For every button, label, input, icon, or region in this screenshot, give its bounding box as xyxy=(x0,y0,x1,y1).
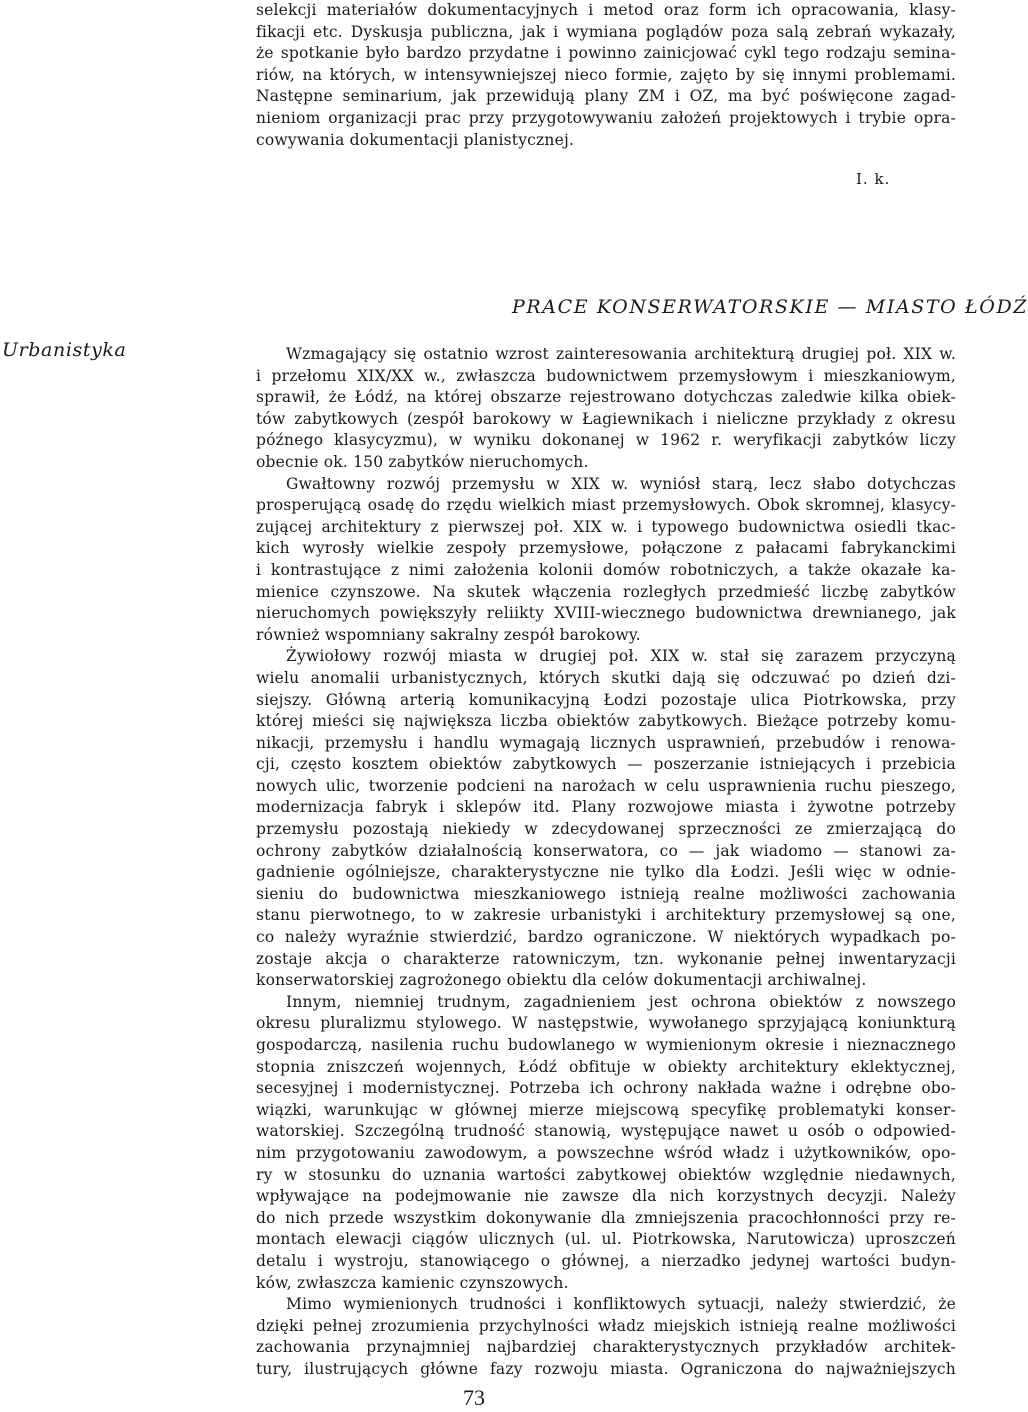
text-line: stopnia zniszczeń wojennych, Łódź obfituje w obiekty architektury eklektycznej, xyxy=(256,1057,956,1076)
text-line: zostaje akcja o charakterze ratowniczym, tzn. wykonanie pełnej inwentaryzacji xyxy=(256,949,956,968)
text-line: Gwałtowny rozwój przemysłu w XIX w. wyniósł starą, lecz słabo dotychczas xyxy=(286,474,956,493)
text-line: detalu i wystroju, stanowiącego o głównej, a nierzadko jedynej wartości budyn- xyxy=(256,1251,956,1270)
text-line: do nich przede wszystkim dokonywanie dla zmniejszenia pracochłonności przy re- xyxy=(256,1208,956,1227)
text-line: zachowania przynajmniej najbardziej charakterystycznych przykładów architek- xyxy=(256,1338,956,1357)
intro-paragraph xyxy=(256,0,956,151)
text-line: ry w stosunku do uznania wartości zabytkowej obiektów względnie niedawnych, xyxy=(256,1165,956,1184)
text-line: montach elewacji ciągów ulicznych (ul. ul. Piotrkowska, Narutowicza) uproszczeń xyxy=(256,1230,956,1249)
text-line: ków, zwłaszcza kamienic czynszowych. xyxy=(256,1273,569,1292)
text-line: kich wyrosły wielkie zespoły przemysłowe, połączone z pałacami fabrykanckimi xyxy=(256,539,956,558)
text-line: Żywiołowy rozwój miasta w drugiej poł. XIX w. stał się zarazem przyczyną xyxy=(286,647,956,666)
paragraph xyxy=(256,992,956,1294)
text-line: wpływające na podejmowanie nie zawsze dla nich korzystnych decyzji. Należy xyxy=(256,1187,956,1206)
text-line: fikacji etc. Dyskusja publiczna, jak i wymiana poglądów poza salą zebrań wykazały, xyxy=(256,22,956,41)
text-line: konserwatorskiej zagrożonego obiektu dla celów dokumentacji archiwalnej. xyxy=(256,971,867,990)
text-line: mienice czynszowe. Na skutek włączenia rozległych przedmieść liczbę zabytków xyxy=(256,582,956,601)
text-line: wiązki, warunkując w głównej mierze miejscową specyfikę problematyki konser- xyxy=(256,1100,956,1119)
text-line: stanu pierwotnego, to w zakresie urbanistyki i architektury przemysłowej są one, xyxy=(256,906,956,925)
text-line: co należy wyraźnie stwierdzić, bardzo ograniczone. W niektórych wypadkach po- xyxy=(256,928,956,947)
text-line: nim przygotowaniu zawodowym, a powszechne wśród władz i użytkowników, opo- xyxy=(256,1143,956,1162)
text-line: gadnienie ogólniejsze, charakterystyczne nie tylko dla Łodzi. Jeśli więc w odnie- xyxy=(256,863,956,882)
text-line: tów zabytkowych (zespół barokowy w Łagiewnikach i nieliczne przykłady z okresu xyxy=(256,409,956,428)
text-line: cji, często kosztem obiektów zabytkowych — poszerzanie istniejących i przebicia xyxy=(256,755,956,774)
text-line: selekcji materiałów dokumentacyjnych i metod oraz form ich opracowania, klasy- xyxy=(256,1,956,19)
text-line: zującej architektury z pierwszej poł. XIX w. i typowego budownictwa osiedli tkac- xyxy=(256,517,956,536)
text-line: riów, na których, w intensywniejszej nieco formie, zajęto by się innymi problemami. xyxy=(256,65,956,84)
text-line: siejszy. Główną arterią komunikacyjną Łodzi pozostaje ulica Piotrkowska, przy xyxy=(256,690,956,709)
text-line: watorskiej. Szczególną trudność stanowią, występujące nawet u osób o odpowied- xyxy=(256,1122,956,1141)
text-line: ochrony zabytków działalnością konserwatora, co — jak wiadomo — stanowi za- xyxy=(256,841,956,860)
text-line: cowywania dokumentacji planistycznej. xyxy=(256,130,575,149)
text-line: nieruchomych powiększyły reliikty XVIII-wiecznego budownictwa drewnianego, jak xyxy=(256,604,956,623)
text-line: dzięki pełnej zrozumienia przychylności władz miejskich istnieją realne możliwości xyxy=(256,1316,956,1335)
margin-label: Urbanistyka xyxy=(2,339,127,361)
text-line: tury, ilustrujących główne fazy rozwoju miasta. Ograniczona do najważniejszych xyxy=(256,1359,956,1378)
text-line: Mimo wymienionych trudności i konfliktowych sytuacji, należy stwierdzić, że xyxy=(286,1295,956,1314)
paragraph xyxy=(256,474,956,647)
text-line: sprawił, że Łódź, na której obszarze rejestrowano dotychczas zaledwie kilka obiek- xyxy=(256,388,956,407)
text-line: sieniu do budownictwa mieszkaniowego istnieją realne możliwości zachowania xyxy=(256,884,956,903)
text-line: secesyjnej i modernistycznej. Potrzeba ich ochrony nakłada ważne i odrębne obo- xyxy=(256,1079,956,1098)
main-article xyxy=(256,344,956,1381)
text-line: Wzmagający się ostatnio wzrost zainteresowania architekturą drugiej poł. XIX w. xyxy=(286,345,956,363)
paragraph xyxy=(256,344,956,474)
paragraph xyxy=(256,1294,956,1380)
text-line: modernizacja fabryk i sklepów itd. Plany rozwojowe miasta i żywotne potrzeby xyxy=(256,798,956,817)
paragraph xyxy=(256,646,956,992)
text-line: gospodarczą, nasilenia ruchu budowlanego w wymienionym okresie i nieznacznego xyxy=(256,1036,956,1054)
section-heading: PRACE KONSERWATORSKIE — MIASTO ŁÓDŹ xyxy=(512,296,1028,318)
text-line: Następne seminarium, jak przewidują plany ZM i OZ, ma być poświęcone zagad- xyxy=(256,87,956,106)
text-line: obecnie ok. 150 zabytków nieruchomych. xyxy=(256,452,589,471)
text-line: i przełomu XIX/XX w., zwłaszcza budownictwem przemysłowym i mieszkaniowym, xyxy=(256,366,956,385)
text-line: przemysłu pozostają niekiedy w zdecydowanej sprzeczności ze zmierzającą do xyxy=(256,820,956,839)
text-line: nowych ulic, tworzenie podcieni na narożach w celu usprawnienia ruchu pieszego, xyxy=(256,776,956,795)
text-line: której mieści się największa liczba obiektów zabytkowych. Bieżące potrzeby komu- xyxy=(256,712,956,731)
page-number: 73 xyxy=(463,1385,485,1410)
text-line: również wspomniany sakralny zespół barokowy. xyxy=(256,625,641,644)
author-signature: I. k. xyxy=(856,170,891,188)
text-line: nieniom organizacji prac przy przygotowywaniu założeń projektowych i trybie opra- xyxy=(256,108,956,127)
text-line: późnego klasycyzmu), w wyniku dokonanej w 1962 r. weryfikacji zabytków liczy xyxy=(256,431,956,450)
text-line: prosperującą osadę do rzędu wielkich miast przemysłowych. Obok skromnej, klasycy- xyxy=(256,496,956,515)
text-line: Innym, niemniej trudnym, zagadnieniem jest ochrona obiektów z nowszego xyxy=(286,992,956,1011)
text-line: nikacji, przemysłu i handlu wymagają licznych usprawnień, przebudów i renowa- xyxy=(256,733,956,752)
text-line: i kontrastujące z nimi założenia kolonii domów robotniczych, a także okazałe ka- xyxy=(256,560,956,579)
text-line: wielu anomalii urbanistycznych, których skutki dają się odczuwać po dzień dzi- xyxy=(256,668,956,687)
text-line: okresu pluralizmu stylowego. W następstwie, wywołanego sprzyjającą koniunkturą xyxy=(256,1014,956,1033)
text-line: że spotkanie było bardzo przydatne i powinno zainicjować cykl tego rodzaju semina- xyxy=(256,44,956,63)
